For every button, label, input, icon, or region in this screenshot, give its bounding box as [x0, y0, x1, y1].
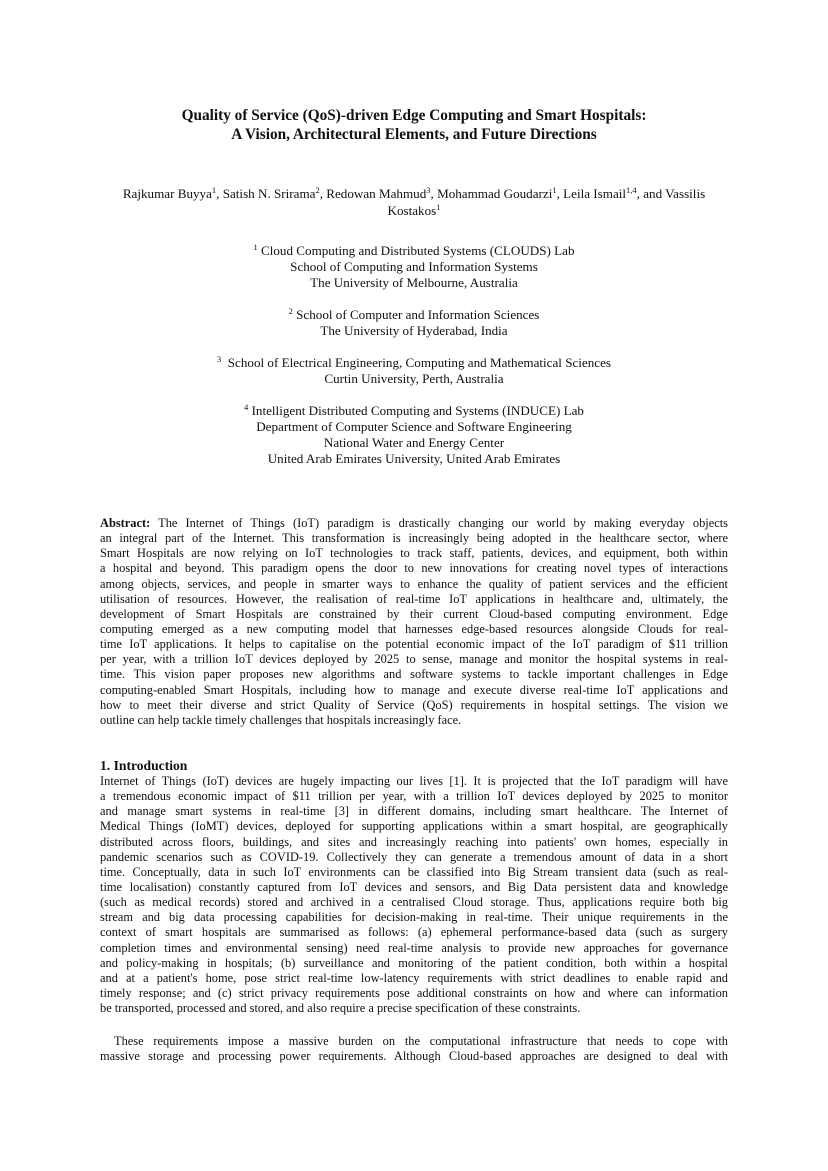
title-line-1: Quality of Service (QoS)-driven Edge Computing and Smart Hospitals: — [181, 107, 647, 124]
author-line-1 — [96, 186, 732, 203]
affiliation-3 — [100, 355, 728, 387]
paragraph-line: and at a patient's home, pose strict real-time low-latency requirements with strict deadlines to enable rapid and — [100, 970, 728, 985]
affiliation-text: Intelligent Distributed Computing and Systems (INDUCE) Lab — [251, 403, 584, 418]
abstract-line: an integral part of the Internet. This transformation is increasingly being adopted in the healthcare sector, where — [100, 531, 728, 546]
affiliation-line: National Water and Energy Center — [323, 435, 505, 450]
affiliation-marker: 4 — [244, 402, 249, 412]
affiliation-line — [100, 355, 728, 371]
abstract-line: among objects, services, and people in smarter ways to enhance the quality of patient services and the efficient — [100, 576, 728, 591]
section-heading: 1. Introduction — [100, 758, 188, 773]
affiliation-marker: 2 — [288, 306, 293, 316]
introduction-paragraph-1 — [100, 774, 728, 1016]
author-affiliation-marker: 3 — [426, 185, 431, 195]
abstract-line — [100, 516, 728, 531]
abstract-line: a hospital and beyond. This paradigm opens the door to new innovations for creating novel types of interactions — [100, 561, 728, 576]
author-list — [96, 186, 732, 219]
affiliation-line — [100, 403, 728, 419]
abstract-line: computing emerged as a new computing model that harnesses edge-based resources alongside Clouds for real- — [100, 621, 728, 636]
affiliation-marker: 3 — [216, 354, 222, 364]
author-affiliation-marker: 1 — [211, 185, 217, 195]
paragraph-line: massive storage and processing power requirements. Although Cloud-based approaches are designed to deal with — [100, 1049, 728, 1064]
paragraph-line: pandemic scenarios such as COVID-19. Collectively they can generate a tremendous amount of data in a short — [100, 849, 728, 864]
affiliation-line — [100, 307, 728, 323]
affiliation-line: School of Computing and Information Systems — [290, 259, 538, 274]
abstract-line: utilisation of resources. However, the realisation of real-time IoT applications in healthcare and, ultimately, the — [100, 591, 728, 606]
title-line-2: A Vision, Architectural Elements, and Future Directions — [231, 126, 597, 143]
abstract-line: Smart Hospitals are now relying on IoT technologies to track staff, patients, devices, and equipment, both within — [100, 546, 728, 561]
abstract-line: per year, with a trillion IoT devices deployed by 2025 to sense, manage and monitor the hospital systems in real- — [100, 652, 728, 667]
author-name: , Redowan Mahmud — [319, 186, 427, 201]
paragraph-line: completion times and environmental sensing) need real-time analysis to provide new approaches for governance — [100, 940, 728, 955]
author-name: , Leila Ismail — [556, 186, 627, 201]
affiliation-4 — [100, 403, 728, 467]
author-name: , Mohammad Goudarzi — [430, 186, 553, 201]
paragraph-line: Medical Things (IoMT) devices, deployed for supporting applications within a smart hospital, are geographically — [100, 819, 728, 834]
author-name: , Satish N. Srirama — [216, 186, 316, 201]
author-line-2 — [96, 203, 732, 220]
author-name: Kostakos — [387, 202, 437, 218]
affiliation-line: Curtin University, Perth, Australia — [324, 371, 504, 386]
affiliation-text: Cloud Computing and Distributed Systems (CLOUDS) Lab — [261, 243, 575, 258]
abstract-text: The Internet of Things (IoT) paradigm is drastically changing our world by making everyday objects — [150, 516, 728, 530]
paper-title — [100, 106, 728, 144]
affiliation-line: United Arab Emirates University, United Arab Emirates — [267, 451, 561, 466]
paragraph-line: distributed across floors, buildings, and sites and increasingly reaching into patients' own homes, especially in — [100, 834, 728, 849]
introduction-paragraph-2 — [100, 1034, 728, 1064]
paragraph-line: timely response; and (c) strict privacy requirements pose additional constraints on how and where can information — [100, 985, 728, 1000]
paragraph-line: stream and big data processing capabilities for decision-making in real-time. Their unique requirements in the — [100, 910, 728, 925]
affiliation-line: The University of Melbourne, Australia — [310, 275, 518, 290]
paragraph-line: These requirements impose a massive burden on the computational infrastructure that needs to cope with — [114, 1034, 728, 1048]
abstract-label: Abstract: — [100, 516, 151, 530]
paragraph-line: Internet of Things (IoT) devices are hugely impacting our lives [1]. It is projected that the IoT paradigm will have — [100, 774, 728, 788]
affiliation-text: School of Computer and Information Sciences — [296, 307, 540, 322]
abstract-line: time IoT applications. It helps to capitalise on the potential economic impact of the IoT paradigm of $11 trillion — [100, 637, 728, 652]
abstract — [100, 516, 728, 728]
paragraph-line: time. Conceptually, data in such IoT environments can be classified into Big Stream transient data (such as real- — [100, 864, 728, 879]
affiliation-2 — [100, 307, 728, 339]
abstract-line: how to meet their diverse and strict Quality of Service (QoS) requirements in hospital settings. The vision we — [100, 697, 728, 712]
affiliation-line: The University of Hyderabad, India — [320, 323, 508, 338]
paragraph-line: be transported, processed and stored, and also require a precise specification of these constraints. — [100, 1001, 581, 1016]
affiliation-marker: 1 — [253, 242, 258, 252]
paragraph-line: and manage smart systems in real-time [3] in different domains, including smart healthcare. The Internet of — [100, 804, 728, 819]
author-name: Rajkumar Buyya — [122, 186, 212, 201]
affiliation-line — [100, 243, 728, 259]
abstract-line: computing-enabled Smart Hospitals, including how to manage and execute diverse real-time IoT applications and — [100, 682, 728, 697]
author-affiliation-marker: 2 — [315, 185, 320, 195]
affiliation-text: School of Electrical Engineering, Computing and Mathematical Sciences — [227, 355, 612, 370]
paragraph-line: (such as medical records) stored and archived in a centralised Cloud storage. Thus, applications require both big — [100, 895, 728, 910]
abstract-line: development of Smart Hospitals are constrained by their current Cloud-based computing environment. Edge — [100, 606, 728, 621]
author-affiliation-marker: 1 — [436, 201, 441, 212]
author-affiliation-marker: 1 — [552, 185, 557, 195]
paragraph-line: a tremendous economic impact of $11 trillion per year, with a trillion IoT devices deployed by 2025 to monitor — [100, 789, 728, 804]
author-name: , and Vassilis — [636, 186, 706, 201]
paragraph-line: context of smart hospitals are summarised as follows: (a) ephemeral performance-based data (such as surgery — [100, 925, 728, 940]
affiliation-line: Department of Computer Science and Software Engineering — [256, 419, 572, 434]
abstract-line: outline can help tackle timely challenges that hospitals increasingly face. — [100, 712, 462, 727]
abstract-line: time. This vision paper proposes new algorithms and software systems to tackle important challenges in Edge — [100, 667, 728, 682]
paragraph-line: time localisation) constantly captured from IoT devices and sensors, and Big Data persistent data and knowledge — [100, 879, 728, 894]
paragraph-line: and policy-making in hospitals; (b) surveillance and monitoring of the patient condition, both within a hospital — [100, 955, 728, 970]
affiliation-1 — [100, 243, 728, 291]
author-affiliation-marker: 1,4 — [626, 185, 637, 195]
